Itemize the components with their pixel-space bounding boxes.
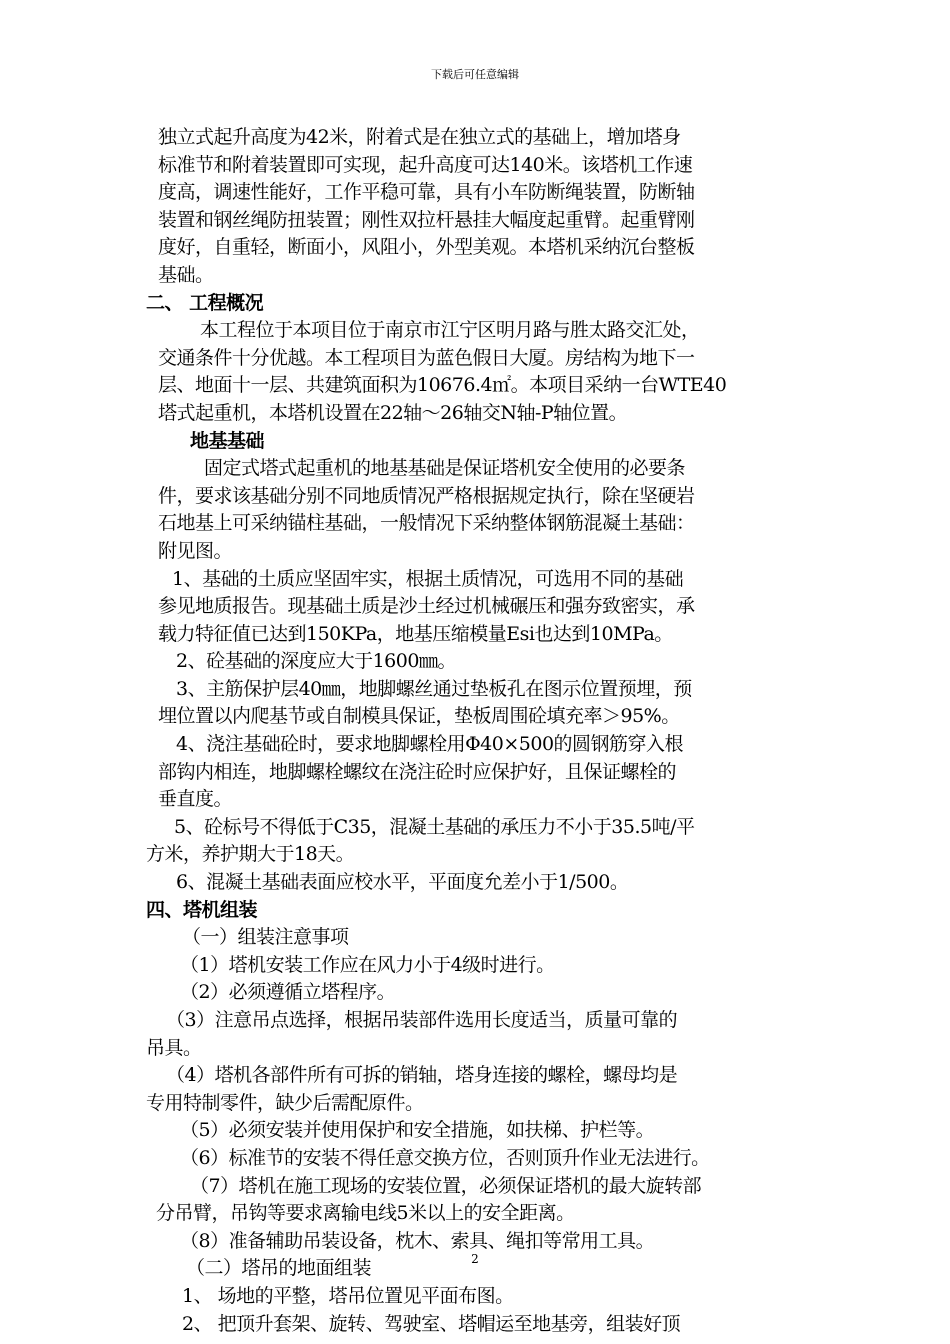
text-line: 6、混凝土基础表面应校水平，平面度允差小于1/500。 xyxy=(176,871,629,894)
text-line: 度高，调速性能好，工作平稳可靠，具有小车防断绳装置，防断轴 xyxy=(158,181,695,204)
text-line: 标准节和附着装置即可实现，起升高度可达140米。该塔机工作速 xyxy=(158,153,693,176)
text-line: 交通条件十分优越。本工程项目为蓝色假日大厦。房结构为地下一 xyxy=(158,346,695,369)
text-line: （6）标准节的安装不得任意交换方位，否则顶升作业无法进行。 xyxy=(180,1146,710,1169)
text-line: 分吊臂，吊钩等要求离输电线5米以上的安全距离。 xyxy=(156,1202,575,1225)
text-line: 3、主筋保护层40㎜，地脚螺丝通过垫板孔在图示位置预埋，预 xyxy=(176,677,692,700)
section-heading: 二、 工程概况 xyxy=(146,291,264,314)
text-line: （一）组装注意事项 xyxy=(182,926,349,949)
text-line: 石地基上可采纳锚柱基础，一般情况下采纳整体钢筋混凝土基础： xyxy=(158,512,695,535)
text-line: 1、 场地的平整，塔吊位置见平面布图。 xyxy=(182,1284,514,1307)
text-line: 2、 把顶升套架、旋转、驾驶室、塔帽运至地基旁，组装好顶 xyxy=(182,1312,681,1335)
page-header: 下载后可任意编辑 xyxy=(431,68,519,81)
text-line: 吊具。 xyxy=(146,1036,202,1059)
text-line: （1）塔机安装工作应在风力小于4级时进行。 xyxy=(180,953,555,976)
text-line: 固定式塔式起重机的地基基础是保证塔机安全使用的必要条 xyxy=(204,457,686,480)
text-line: （7）塔机在施工现场的安装位置，必须保证塔机的最大旋转部 xyxy=(190,1174,702,1197)
text-line: 度好，自重轻，断面小，风阻小，外型美观。本塔机采纳沉台整板 xyxy=(158,236,695,259)
text-line: 基础。 xyxy=(158,263,214,286)
text-line: （二）塔吊的地面组装 xyxy=(186,1257,372,1280)
text-line: 4、浇注基础砼时，要求地脚螺栓用Φ40×500的圆钢筋穿入根 xyxy=(176,733,684,756)
text-line: （2）必须遵循立塔程序。 xyxy=(180,981,396,1004)
text-line: 附见图。 xyxy=(158,539,233,562)
text-line: 层、地面十一层、共建筑面积为10676.4㎡。本项目采纳一台WTE40 xyxy=(158,374,727,397)
page-number: 2 xyxy=(471,1252,479,1266)
text-line: 独立式起升高度为42米，附着式是在独立式的基础上，增加塔身 xyxy=(158,126,681,148)
text-line: 件，要求该基础分别不同地质情况严格根据规定执行，除在坚硬岩 xyxy=(158,484,695,507)
text-line: 1、基础的土质应坚固牢实，根据土质情况，可选用不同的基础 xyxy=(172,567,684,590)
text-line: 2、砼基础的深度应大于1600㎜。 xyxy=(176,650,456,673)
text-line: 垂直度。 xyxy=(158,788,233,811)
section-heading: 地基基础 xyxy=(190,429,265,452)
text-line: 部钩内相连，地脚螺栓螺纹在浇注砼时应保护好，且保证螺栓的 xyxy=(158,760,677,783)
text-line: （4）塔机各部件所有可拆的销轴，塔身连接的螺栓，螺母均是 xyxy=(166,1064,678,1087)
text-line: 参见地质报告。现基础土质是沙土经过机械碾压和强夯致密实，承 xyxy=(158,595,695,618)
text-line: 方米，养护期大于18天。 xyxy=(146,843,355,866)
text-line: 5、砼标号不得低于C35，混凝土基础的承压力不小于35.5吨/平 xyxy=(174,815,695,838)
text-line: 本工程位于本项目位于南京市江宁区明月路与胜太路交汇处， xyxy=(200,319,700,342)
text-line: 埋位置以内爬基节或自制模具保证，垫板周围砼填充率＞95%。 xyxy=(158,705,680,728)
text-line: （3）注意吊点选择，根据吊装部件选用长度适当，质量可靠的 xyxy=(166,1009,678,1031)
text-line: 专用特制零件，缺少后需配原件。 xyxy=(146,1091,424,1114)
text-line: 装置和钢丝绳防扭装置；刚性双拉杆悬挂大幅度起重臂。起重臂刚 xyxy=(158,208,695,231)
text-line: （8）准备辅助吊装设备，枕木、索具、绳扣等常用工具。 xyxy=(180,1229,655,1252)
document-body xyxy=(146,124,816,1338)
text-line: （5）必须安装并使用保护和安全措施，如扶梯、护栏等。 xyxy=(180,1119,655,1142)
text-line: 载力特征值已达到150KPa，地基压缩模量Esi也达到10MPa。 xyxy=(158,622,673,645)
text-line: 塔式起重机，本塔机设置在22轴～26轴交N轴-P轴位置。 xyxy=(158,401,628,424)
section-heading: 四、塔机组装 xyxy=(146,898,258,921)
